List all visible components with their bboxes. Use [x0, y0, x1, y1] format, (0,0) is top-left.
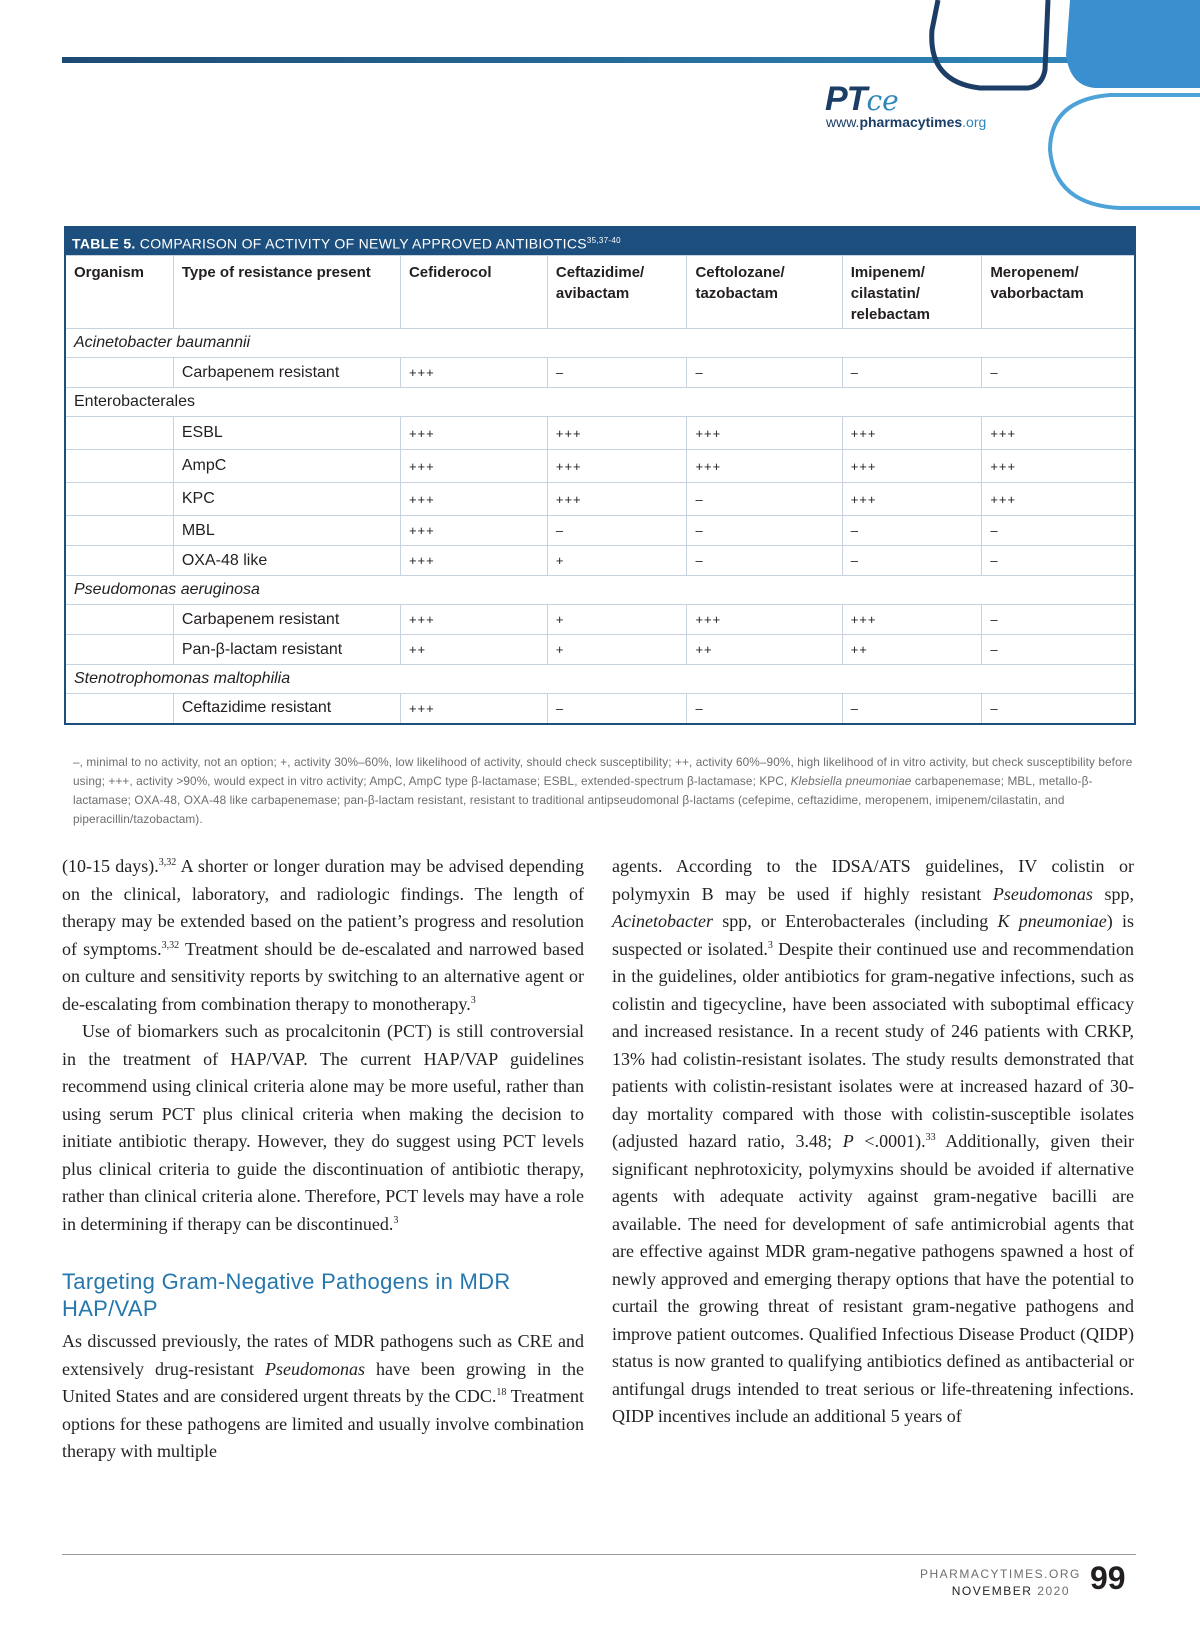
- blue-drop-shape: [1066, 0, 1200, 88]
- table-row: [65, 546, 1135, 576]
- left-paragraph-1: [62, 853, 584, 1018]
- group-row: [65, 576, 1135, 605]
- activity-cell: –: [842, 546, 982, 576]
- organism-group-label: Stenotrophomonas maltophilia: [65, 665, 1135, 694]
- table-caption: [64, 226, 1136, 255]
- resistance-type-cell: Ceftazidime resistant: [173, 694, 400, 724]
- right-paragraph-1: [612, 853, 1134, 1431]
- italic-term: K pneumoniae: [997, 911, 1107, 931]
- table-row: [65, 635, 1135, 665]
- footer-year: 2020: [1037, 1584, 1070, 1598]
- text-run: <.0001).: [853, 1131, 926, 1151]
- activity-cell: +++: [547, 417, 687, 450]
- organism-cell: [65, 358, 173, 388]
- table-title-refs: 35,37-40: [586, 236, 621, 245]
- activity-cell: +++: [547, 450, 687, 483]
- citation: 3: [767, 939, 773, 951]
- organism-cell: [65, 694, 173, 724]
- activity-cell: ++: [400, 635, 547, 665]
- header-meropenem-vaborbactam: Meropenem/ vaborbactam: [982, 256, 1135, 329]
- activity-cell: +++: [400, 417, 547, 450]
- dark-ring-shape: [932, 0, 1048, 88]
- organism-cell: [65, 417, 173, 450]
- activity-cell: +++: [842, 483, 982, 516]
- activity-cell: –: [982, 516, 1135, 546]
- activity-cell: +++: [842, 450, 982, 483]
- activity-cell: –: [982, 635, 1135, 665]
- text-run: ) is suspected or isolated.: [612, 911, 1134, 959]
- table-label: TABLE 5.: [72, 235, 136, 252]
- resistance-type-cell: OXA-48 like: [173, 546, 400, 576]
- activity-cell: +++: [400, 358, 547, 388]
- logo-pt-text: PT: [825, 80, 867, 118]
- activity-cell: +++: [687, 417, 842, 450]
- header-resistance-type: Type of resistance present: [173, 256, 400, 329]
- table-row: [65, 417, 1135, 450]
- text-run: Use of biomarkers such as procalcitonin (PCT) is still controversial in the treatment of HAP/VAP. The current HAP/VAP guidelines recommend using clinical criteria alone may be more useful, rather than using serum PCT plus clinical criteria when making the decision to initiate antibiotic therapy. However, they do suggest using PCT levels plus clinical criteria to guide the discontinuation of antibiotic therapy, rather than clinical criteria alone. Therefore, PCT levels may have a role in determining if therapy can be discontinued.: [62, 1021, 584, 1234]
- footer-issue-date: [900, 1583, 1070, 1599]
- activity-cell: –: [687, 694, 842, 724]
- table-row: [65, 450, 1135, 483]
- table-body: [65, 329, 1135, 724]
- organism-cell: [65, 516, 173, 546]
- activity-cell: +++: [400, 605, 547, 635]
- antibiotic-comparison-table: [64, 226, 1136, 725]
- organism-group-label: Acinetobacter baumannii: [65, 329, 1135, 358]
- activity-cell: +++: [982, 450, 1135, 483]
- activity-cell: +++: [400, 450, 547, 483]
- activity-cell: –: [842, 516, 982, 546]
- activity-cell: +: [547, 605, 687, 635]
- text-run: spp, or Enterobacterales (including: [712, 911, 998, 931]
- activity-cell: –: [687, 516, 842, 546]
- group-row: [65, 329, 1135, 358]
- activity-cell: –: [547, 694, 687, 724]
- decorative-circles: [920, 0, 1200, 220]
- organism-cell: [65, 605, 173, 635]
- activity-cell: –: [547, 358, 687, 388]
- comparison-table: [64, 255, 1136, 725]
- resistance-type-cell: Pan-β-lactam resistant: [173, 635, 400, 665]
- group-row: [65, 665, 1135, 694]
- italic-term: P: [842, 1131, 854, 1151]
- site-url-link[interactable]: [826, 114, 986, 130]
- activity-cell: –: [547, 516, 687, 546]
- left-column: [62, 853, 584, 1466]
- organism-cell: [65, 450, 173, 483]
- activity-cell: +++: [982, 417, 1135, 450]
- resistance-type-cell: ESBL: [173, 417, 400, 450]
- activity-cell: +: [547, 546, 687, 576]
- table-footnote: [73, 753, 1143, 829]
- url-prefix: www.: [826, 114, 860, 130]
- table-row: [65, 358, 1135, 388]
- footnote-italic: Klebsiella pneumoniae: [790, 774, 912, 788]
- activity-cell: ++: [687, 635, 842, 665]
- resistance-type-cell: Carbapenem resistant: [173, 605, 400, 635]
- header-ceftazidime-avibactam: Ceftazidime/ avibactam: [547, 256, 687, 329]
- header-organism: Organism: [65, 256, 173, 329]
- activity-cell: +++: [400, 546, 547, 576]
- text-run: agents. According to the IDSA/ATS guidelines, IV colistin or polymyxin B may be used if highly resistant: [612, 856, 1134, 904]
- organism-group-label: Pseudomonas aeruginosa: [65, 576, 1135, 605]
- light-ring-shape: [1050, 95, 1200, 208]
- activity-cell: +++: [400, 516, 547, 546]
- activity-cell: –: [982, 546, 1135, 576]
- table-header-row: [65, 256, 1135, 329]
- activity-cell: +++: [982, 483, 1135, 516]
- activity-cell: +++: [400, 694, 547, 724]
- footnote-part-a: –, minimal to no activity, not an option; +, activity 30%–60%, low likelihood of activity, should check susceptibility; ++, activity 60%–90%, high likelihood of in vitro activity, but check susceptibility before using; +++, activity >90%, would expect in vitro activity; AmpC, AmpC type β-lactamase; ESBL, extended-spectrum β-lactamase; KPC,: [73, 755, 1133, 788]
- activity-cell: –: [982, 358, 1135, 388]
- group-row: [65, 388, 1135, 417]
- citation: 3,32: [158, 857, 177, 868]
- activity-cell: +++: [687, 605, 842, 635]
- header-cefiderocol: Cefiderocol: [400, 256, 547, 329]
- activity-cell: ++: [842, 635, 982, 665]
- italic-term: Pseudomonas: [264, 1358, 365, 1379]
- activity-cell: –: [687, 546, 842, 576]
- footer-month: NOVEMBER: [951, 1584, 1033, 1598]
- text-run: Despite their continued use and recommendation in the guidelines, older antibiotics for gram-negative infections, such as colistin and tigecycline, have been associated with suboptimal efficacy and increased resistance. In a recent study of 246 patients with CRKP, 13% had colistin-resistant isolates. The study results demonstrated that patients with colistin-resistant isolates were at increased hazard of 30-day mortality compared with those with colistin-susceptible isolates (adjusted hazard ratio, 3.48;: [612, 938, 1134, 1151]
- table-row: [65, 694, 1135, 724]
- page-number: 99: [1090, 1560, 1126, 1596]
- activity-cell: +++: [547, 483, 687, 516]
- footnote-part-b: carbapenemase; MBL, metallo-β-lactamase; OXA-48, OXA-48 like carbapenemase; pan-β-lactam resistant, resistant to traditional antipseudomonal β-lactams (cefepime, ceftazidime, meropenem, imipenem/cilastatin, and piperacillin/tazobactam).: [73, 774, 1093, 826]
- resistance-type-cell: MBL: [173, 516, 400, 546]
- organism-cell: [65, 635, 173, 665]
- table-row: [65, 605, 1135, 635]
- text-run: Treatment options for these pathogens are limited and usually involve combination therapy with multiple: [62, 1386, 584, 1461]
- table-title: COMPARISON OF ACTIVITY OF NEWLY APPROVED ANTIBIOTICS: [135, 235, 587, 252]
- text-run: spp,: [1092, 883, 1134, 904]
- activity-cell: +++: [842, 605, 982, 635]
- text-run: A shorter or longer duration may be advised depending on the clinical, laboratory, and radiologic findings. The length of therapy may be extended based on the patient’s progress and resolution of symptoms.: [62, 856, 584, 959]
- table-row: [65, 516, 1135, 546]
- activity-cell: +++: [687, 450, 842, 483]
- resistance-type-cell: KPC: [173, 483, 400, 516]
- activity-cell: –: [842, 358, 982, 388]
- left-paragraph-3: [62, 1328, 584, 1466]
- text-run: (10-15 days).: [62, 856, 159, 876]
- activity-cell: –: [982, 694, 1135, 724]
- text-run: have been growing in the United States and are considered urgent threats by the CDC.: [62, 1358, 584, 1406]
- header-ceftolozane-tazobactam: Ceftolozane/ tazobactam: [687, 256, 842, 329]
- text-run: As discussed previously, the rates of MDR pathogens such as CRE and extensively drug-resistant: [62, 1331, 584, 1379]
- table-row: [65, 483, 1135, 516]
- italic-term: Pseudomonas: [992, 883, 1093, 904]
- logo-ce-text: ce: [866, 84, 899, 117]
- header-imipenem-cilastatin-relebactam: Imipenem/ cilastatin/ relebactam: [842, 256, 982, 329]
- section-heading: Targeting Gram-Negative Pathogens in MDR HAP/VAP: [62, 1269, 511, 1321]
- activity-cell: –: [842, 694, 982, 724]
- activity-cell: –: [982, 605, 1135, 635]
- citation: 18: [496, 1387, 507, 1398]
- right-column: [612, 853, 1134, 1431]
- citation: 3: [470, 994, 476, 1006]
- organism-group-label: Enterobacterales: [65, 388, 1135, 417]
- activity-cell: +: [547, 635, 687, 665]
- italic-term: Acinetobacter: [612, 911, 713, 931]
- citation: 3,32: [161, 939, 180, 951]
- citation: 3: [393, 1214, 399, 1226]
- organism-cell: [65, 546, 173, 576]
- url-suffix: .org: [962, 114, 987, 130]
- organism-cell: [65, 483, 173, 516]
- footer-rule: [62, 1554, 1136, 1555]
- left-paragraph-2: [62, 1018, 584, 1238]
- footer-site: PHARMACYTIMES.ORG: [920, 1567, 1081, 1581]
- url-domain: pharmacytimes: [859, 114, 963, 130]
- activity-cell: –: [687, 483, 842, 516]
- text-run: Treatment should be de-escalated and narrowed based on culture and sensitivity reports by switching to an alternative agent or de-escalating from combination therapy to monotherapy.: [62, 938, 584, 1014]
- resistance-type-cell: Carbapenem resistant: [173, 358, 400, 388]
- activity-cell: –: [687, 358, 842, 388]
- resistance-type-cell: AmpC: [173, 450, 400, 483]
- text-run: Additionally, given their significant nephrotoxicity, polymyxins should be avoided if alternative agents with adequate activity against gram-negative bacilli are available. The need for development of safe antimicrobial agents that are effective against MDR gram-negative pathogens spawned a host of newly approved and emerging therapy options that have the potential to curtail the growing threat of resistant gram-negative pathogens and improve patient outcomes. Qualified Infectious Disease Product (QIDP) status is now granted to qualifying antibiotics defined as antibacterial or antifungal drugs intended to treat serious or life-threatening infections. QIDP incentives include an additional 5 years of: [612, 1131, 1134, 1426]
- activity-cell: +++: [400, 483, 547, 516]
- activity-cell: +++: [842, 417, 982, 450]
- citation: 33: [925, 1132, 936, 1143]
